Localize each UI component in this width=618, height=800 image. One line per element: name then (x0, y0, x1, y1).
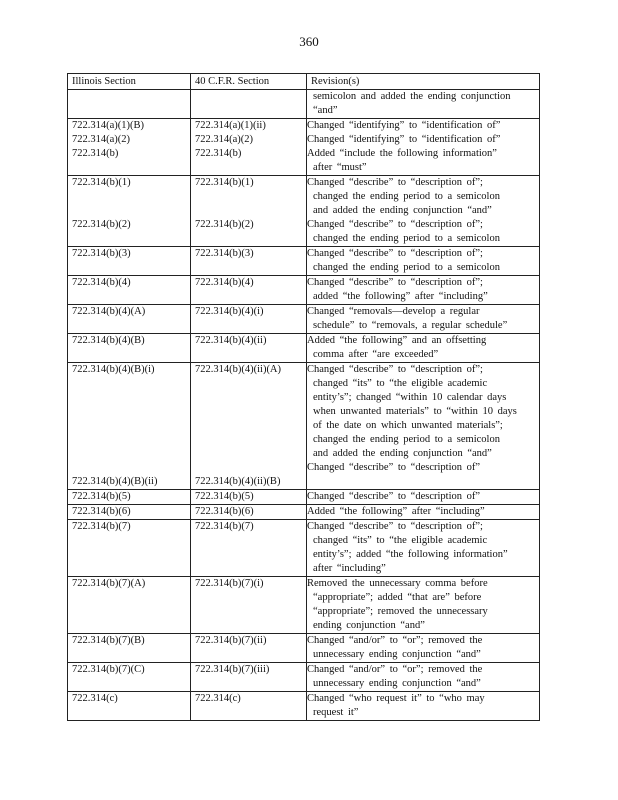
section-number: 722.314(c) (72, 693, 118, 704)
revision-cell (307, 663, 540, 692)
section-number (195, 405, 303, 419)
header-revisions: Revision(s) (307, 74, 540, 90)
revision-entry (307, 520, 536, 576)
section-number (72, 391, 187, 405)
cfr-section-cell (191, 176, 307, 247)
revision-cell (307, 305, 540, 334)
section-number (72, 461, 187, 475)
section-number: 722.314(b)(6) (195, 506, 254, 517)
table-row (68, 305, 540, 334)
illinois-section-cell (68, 520, 191, 577)
revision-text: Changed “identifying” to “identification of” (307, 120, 501, 131)
section-number (195, 433, 303, 447)
revision-text: changed “its” to “the eligible academic (313, 535, 488, 546)
table-row (68, 363, 540, 490)
section-number (72, 419, 187, 433)
revision-text: unnecessary ending conjunction “and” (313, 678, 481, 689)
table-row (68, 634, 540, 663)
section-number: 722.314(b)(4)(ii)(A) (195, 364, 282, 375)
section-number: 722.314(b)(4) (195, 277, 254, 288)
revision-text: changed “its” to “the eligible academic (313, 378, 488, 389)
revision-entry (307, 634, 536, 662)
illinois-section-cell (68, 663, 191, 692)
illinois-section-cell (68, 634, 191, 663)
revision-text: changed the ending period to a semicolon (313, 233, 500, 244)
section-number (195, 190, 303, 204)
section-number: 722.314(b)(7)(iii) (195, 664, 270, 675)
section-number (72, 190, 187, 204)
revision-cell (307, 634, 540, 663)
revision-text: ending conjunction “and” (313, 620, 425, 631)
cfr-section-cell (191, 363, 307, 490)
section-number: 722.314(b)(1) (195, 177, 254, 188)
revision-entry (307, 119, 536, 133)
revision-cell (307, 505, 540, 520)
section-number: 722.314(a)(1)(ii) (195, 120, 266, 131)
section-number: 722.314(b) (195, 148, 242, 159)
revision-text: Changed “describe” to “description of”; (307, 248, 483, 259)
section-number: 722.314(c) (195, 693, 241, 704)
revision-entry (307, 505, 536, 519)
revision-text: “appropriate”; added “that are” before (313, 592, 482, 603)
revision-text: Added “include the following information” (307, 148, 497, 159)
revision-text: Changed “describe” to “description of”; (307, 219, 483, 230)
section-number: 722.314(b)(4)(A) (72, 306, 146, 317)
revision-cell (307, 520, 540, 577)
revision-cell (307, 334, 540, 363)
revision-text: Changed “describe” to “description of”; (307, 277, 483, 288)
table-row (68, 577, 540, 634)
revision-text: when unwanted materials” to “within 10 days (313, 406, 517, 417)
cfr-section-cell (191, 305, 307, 334)
section-number: 722.314(b)(6) (72, 506, 131, 517)
section-number: 722.314(b)(7)(i) (195, 578, 264, 589)
table-header-row (68, 74, 540, 90)
revision-entry (307, 276, 536, 304)
revision-cell (307, 692, 540, 721)
cfr-section-cell (191, 119, 307, 176)
revision-entry (307, 247, 536, 275)
section-number: 722.314(b)(3) (195, 248, 254, 259)
section-number (195, 204, 303, 218)
section-number: 722.314(b) (72, 148, 119, 159)
revision-cell (307, 490, 540, 505)
cfr-section-cell (191, 90, 307, 119)
revision-text: changed the ending period to a semicolon (313, 191, 500, 202)
illinois-section-cell (68, 577, 191, 634)
revision-text: schedule” to “removals, a regular schedule” (313, 320, 508, 331)
cfr-section-cell (191, 692, 307, 721)
revision-text: entity’s”; added “the following information” (313, 549, 508, 560)
revision-text: Changed “and/or” to “or”; removed the (307, 664, 483, 675)
revision-text: Changed “describe” to “description of” (307, 462, 481, 473)
cfr-section-cell (191, 334, 307, 363)
revision-text: Changed “who request it” to “who may (307, 693, 485, 704)
revision-text: entity’s”; changed “within 10 calendar days (313, 392, 507, 403)
table-row (68, 520, 540, 577)
illinois-section-cell (68, 490, 191, 505)
section-number: 722.314(b)(7)(A) (72, 578, 146, 589)
revision-text: Added “the following” and an offsetting (307, 335, 487, 346)
revision-cell (307, 363, 540, 490)
revision-entry (307, 363, 536, 461)
revision-cell (307, 577, 540, 634)
table-row (68, 119, 540, 176)
revision-entry (307, 461, 536, 475)
table-row (68, 176, 540, 247)
illinois-section-cell (68, 90, 191, 119)
revision-text: “appropriate”; removed the unnecessary (313, 606, 488, 617)
section-number: 722.314(b)(1) (72, 177, 131, 188)
illinois-section-cell (68, 305, 191, 334)
revision-entry (307, 490, 536, 504)
revision-text: changed the ending period to a semicolon (313, 262, 500, 273)
cfr-section-cell (191, 663, 307, 692)
section-number: 722.314(b)(7)(C) (72, 664, 145, 675)
cfr-section-cell (191, 634, 307, 663)
revision-text: Added “the following” after “including” (307, 506, 485, 517)
revision-entry (307, 577, 536, 633)
revision-entry (307, 305, 536, 333)
page-number: 360 (299, 34, 319, 49)
section-number: 722.314(a)(1)(B) (72, 120, 145, 131)
table-row (68, 663, 540, 692)
section-number: 722.314(b)(3) (72, 248, 131, 259)
section-number: 722.314(b)(7)(B) (72, 635, 145, 646)
table-row (68, 334, 540, 363)
revision-text: and added the ending conjunction “and” (313, 205, 492, 216)
revision-text: Changed “describe” to “description of” (307, 491, 481, 502)
illinois-section-cell (68, 334, 191, 363)
illinois-section-cell (68, 176, 191, 247)
cfr-section-cell (191, 520, 307, 577)
revision-entry (307, 176, 536, 218)
section-number (195, 461, 303, 475)
illinois-section-cell (68, 505, 191, 520)
section-number: 722.314(a)(2) (195, 134, 254, 145)
illinois-section-cell (68, 119, 191, 176)
section-number: 722.314(b)(4)(ii)(B) (195, 476, 281, 487)
revision-entry (307, 90, 536, 118)
revision-entry (307, 133, 536, 147)
section-number (72, 405, 187, 419)
section-number: 722.314(b)(7) (195, 521, 254, 532)
revision-text: Changed “removals—develop a regular (307, 306, 480, 317)
section-number (72, 204, 187, 218)
cfr-section-cell (191, 247, 307, 276)
revision-text: of the date on which unwanted materials”; (313, 420, 503, 431)
section-number: 722.314(b)(4)(ii) (195, 335, 267, 346)
table-row (68, 505, 540, 520)
revision-text: comma after “are exceeded” (313, 349, 439, 360)
revision-cell (307, 247, 540, 276)
revision-text: after “must” (313, 162, 367, 173)
table-row (68, 490, 540, 505)
cfr-section-cell (191, 490, 307, 505)
cfr-section-cell (191, 505, 307, 520)
revision-cell (307, 276, 540, 305)
section-number (195, 419, 303, 433)
revision-text: after “including” (313, 563, 386, 574)
revision-text: Changed “describe” to “description of”; (307, 177, 483, 188)
cfr-section-cell (191, 276, 307, 305)
section-number: 722.314(b)(4)(B)(ii) (72, 476, 158, 487)
section-number: 722.314(b)(4)(B)(i) (72, 364, 155, 375)
header-cfr-section: 40 C.F.R. Section (191, 74, 307, 90)
revision-text: semicolon and added the ending conjunction (313, 91, 511, 102)
illinois-section-cell (68, 692, 191, 721)
section-number (195, 447, 303, 461)
section-number: 722.314(b)(2) (72, 219, 131, 230)
header-illinois-section: Illinois Section (68, 74, 191, 90)
table-row (68, 276, 540, 305)
section-number: 722.314(b)(4)(B) (72, 335, 145, 346)
revision-text: Changed “describe” to “description of”; (307, 364, 483, 375)
revision-text: Removed the unnecessary comma before (307, 578, 488, 589)
table-row (68, 692, 540, 721)
revision-text: changed the ending period to a semicolon (313, 434, 500, 445)
revision-entry (307, 147, 536, 175)
section-number: 722.314(b)(5) (195, 491, 254, 502)
table-row (68, 247, 540, 276)
section-number: 722.314(b)(4) (72, 277, 131, 288)
section-number (195, 391, 303, 405)
section-number (72, 447, 187, 461)
section-number: 722.314(b)(4)(i) (195, 306, 264, 317)
revision-text: added “the following” after “including” (313, 291, 488, 302)
revision-entry (307, 663, 536, 691)
section-number (72, 377, 187, 391)
revision-text: and added the ending conjunction “and” (313, 448, 492, 459)
revision-text: “and” (313, 105, 338, 116)
revision-entry (307, 692, 536, 720)
revisions-table (67, 73, 540, 721)
revision-text: request it” (313, 707, 359, 718)
revision-text: Changed “and/or” to “or”; removed the (307, 635, 483, 646)
section-number (72, 433, 187, 447)
section-number: 722.314(b)(2) (195, 219, 254, 230)
revision-cell (307, 176, 540, 247)
section-number: 722.314(b)(7) (72, 521, 131, 532)
revision-cell (307, 90, 540, 119)
section-number (195, 377, 303, 391)
cfr-section-cell (191, 577, 307, 634)
section-number: 722.314(b)(7)(ii) (195, 635, 267, 646)
revision-text: Changed “describe” to “description of”; (307, 521, 483, 532)
table-row (68, 90, 540, 119)
table-body (68, 90, 540, 721)
section-number: 722.314(b)(5) (72, 491, 131, 502)
illinois-section-cell (68, 363, 191, 490)
illinois-section-cell (68, 276, 191, 305)
revision-text: Changed “identifying” to “identification of” (307, 134, 501, 145)
illinois-section-cell (68, 247, 191, 276)
revision-entry (307, 218, 536, 246)
section-number: 722.314(a)(2) (72, 134, 131, 145)
revision-entry (307, 334, 536, 362)
revision-text: unnecessary ending conjunction “and” (313, 649, 481, 660)
revision-cell (307, 119, 540, 176)
